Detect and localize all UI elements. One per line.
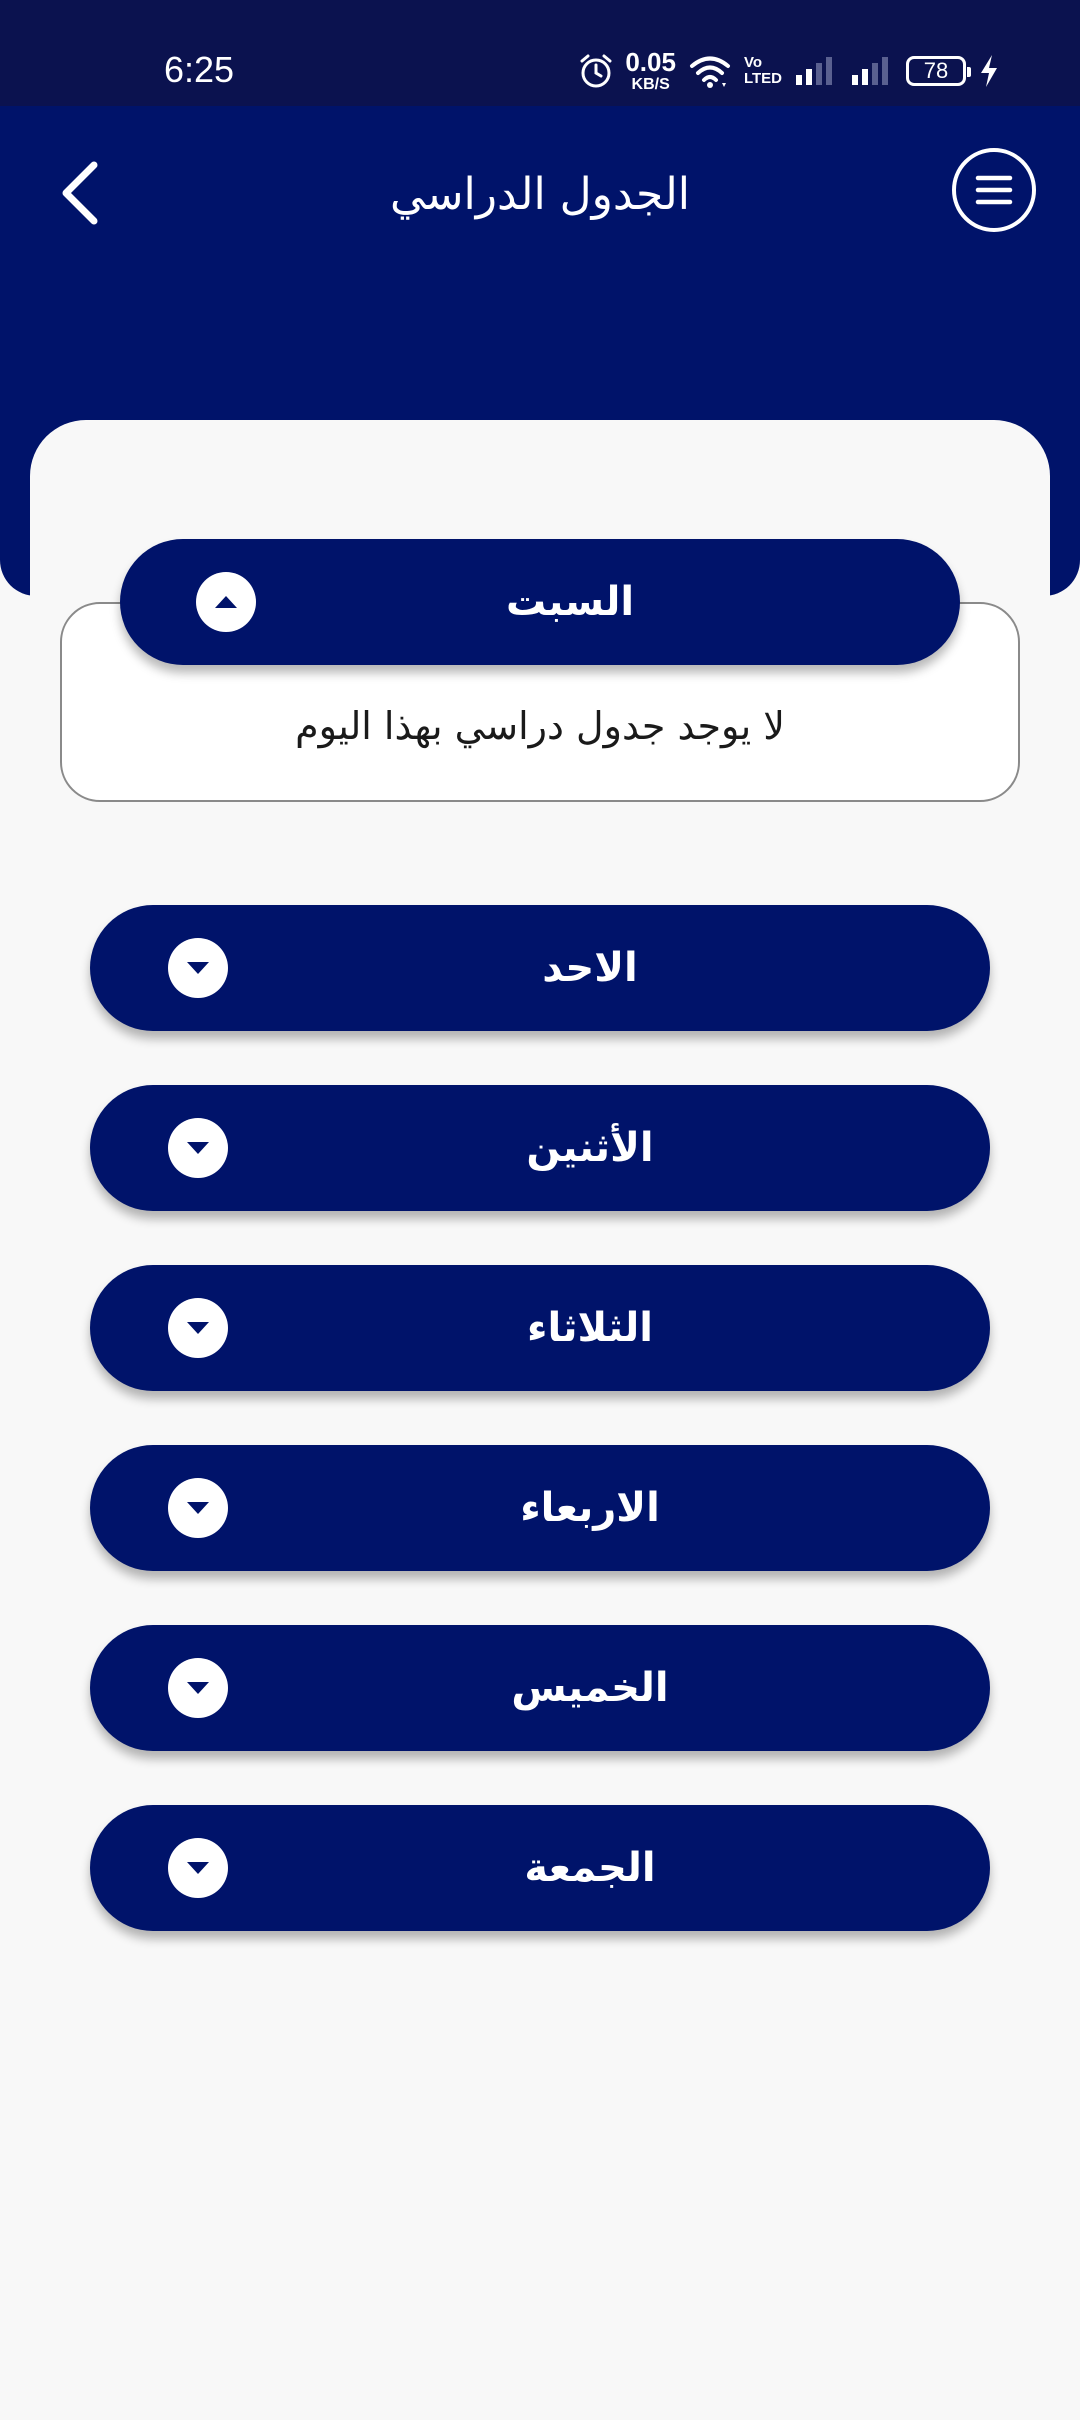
day-label: الاربعاء bbox=[520, 1485, 660, 1531]
day-header-sunday[interactable] bbox=[90, 905, 990, 1031]
volte-indicator bbox=[744, 55, 782, 87]
status-time: 6:25 bbox=[164, 49, 235, 90]
wifi-icon bbox=[688, 53, 732, 89]
day-label: السبت bbox=[505, 579, 635, 625]
day-label: الاحد bbox=[542, 945, 638, 991]
day-header-tuesday[interactable] bbox=[90, 1265, 990, 1391]
chevron-left-icon bbox=[60, 161, 100, 225]
status-bar bbox=[0, 0, 1080, 106]
empty-schedule-message: لا يوجد جدول دراسي بهذا اليوم bbox=[295, 704, 785, 748]
network-speed-unit: KB/S bbox=[631, 76, 670, 93]
charging-icon bbox=[978, 54, 1000, 88]
chevron-down-icon[interactable] bbox=[168, 1298, 228, 1358]
day-header-friday[interactable] bbox=[90, 1805, 990, 1931]
day-header-wednesday[interactable] bbox=[90, 1445, 990, 1571]
day-label: الثلاثاء bbox=[527, 1305, 653, 1351]
page-title: الجدول الدراسي bbox=[389, 169, 691, 220]
chevron-down-icon[interactable] bbox=[168, 938, 228, 998]
back-button[interactable] bbox=[50, 158, 110, 228]
day-header-monday[interactable] bbox=[90, 1085, 990, 1211]
day-header-thursday[interactable] bbox=[90, 1625, 990, 1751]
status-icons bbox=[579, 46, 1000, 96]
chevron-down-icon[interactable] bbox=[168, 1838, 228, 1898]
battery-level: 78 bbox=[923, 58, 949, 83]
alarm-icon bbox=[579, 53, 613, 89]
chevron-up-icon[interactable] bbox=[196, 572, 256, 632]
signal-icon bbox=[794, 55, 838, 87]
network-speed-value: 0.05 bbox=[625, 47, 676, 77]
signal-icon bbox=[850, 55, 894, 87]
chevron-down-icon[interactable] bbox=[168, 1118, 228, 1178]
menu-button[interactable] bbox=[952, 148, 1036, 232]
network-speed bbox=[625, 49, 676, 93]
volte-line2: LTED bbox=[743, 70, 782, 87]
battery-indicator bbox=[906, 56, 966, 86]
day-label: الجمعة bbox=[524, 1845, 656, 1891]
chevron-down-icon[interactable] bbox=[168, 1658, 228, 1718]
chevron-down-icon[interactable] bbox=[168, 1478, 228, 1538]
hamburger-menu-icon bbox=[974, 172, 1014, 208]
day-label: الخميس bbox=[511, 1665, 669, 1711]
volte-line1: Vo bbox=[743, 54, 762, 71]
day-label: الأثنين bbox=[526, 1125, 654, 1171]
day-header-saturday[interactable] bbox=[120, 539, 960, 665]
